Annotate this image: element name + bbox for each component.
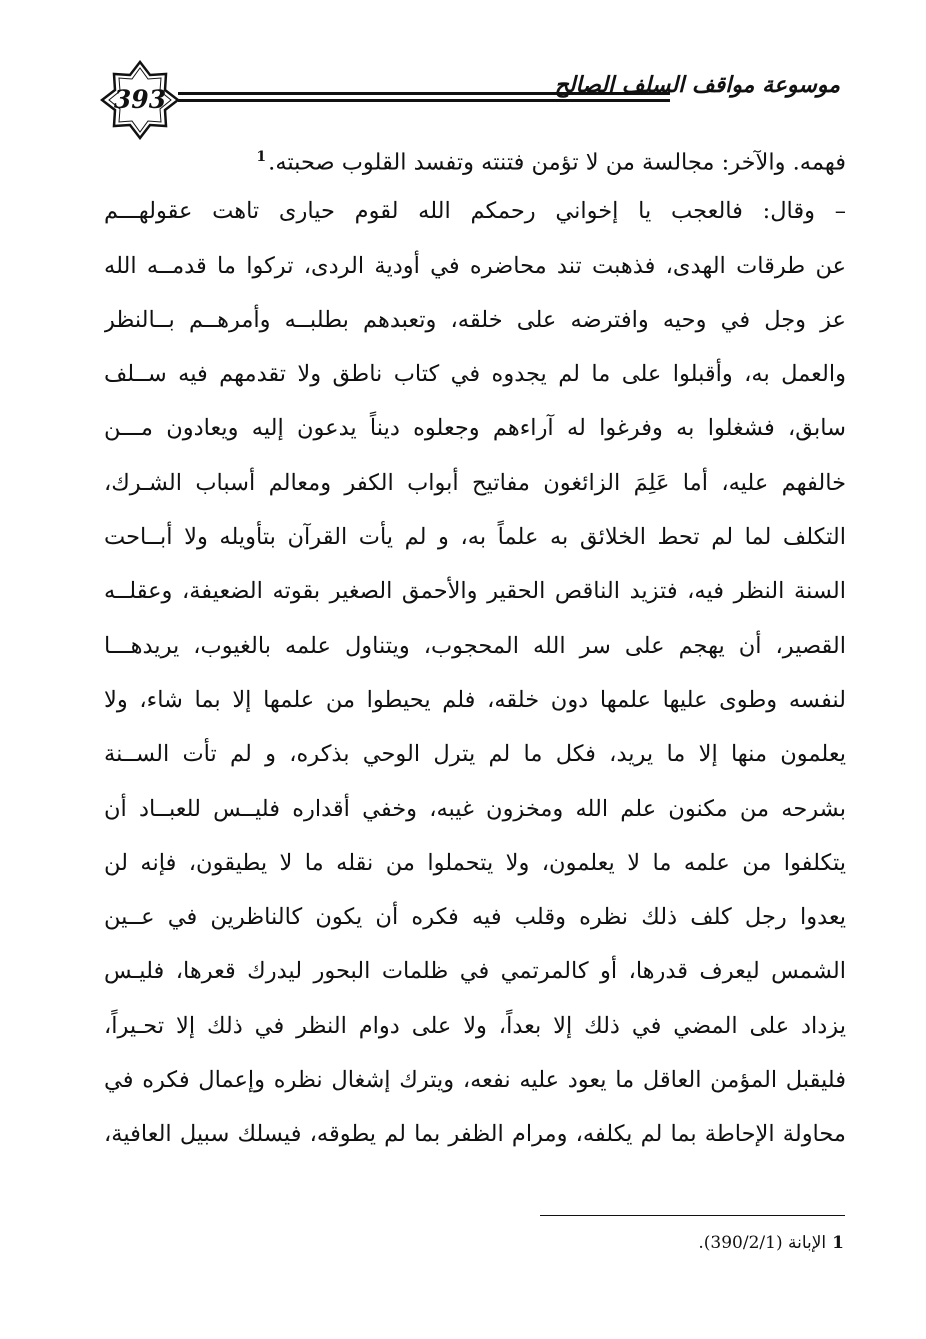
footnote-number: 1 — [832, 1233, 844, 1253]
text-line: يعلمون منها إلا ما يريد، فكل ما لم يترل الوحي بذكره، و لم تأت الســنة — [104, 741, 846, 768]
text-line — [104, 130, 846, 184]
header-rule-bottom — [178, 99, 670, 102]
footnote — [698, 1233, 844, 1253]
text-line: القصير، أن يهجم على سر الله المحجوب، ويتناول علمه بالغيوب، يريدهـــا — [104, 632, 846, 659]
footnote-marker: 1 — [256, 149, 267, 165]
page-header — [100, 58, 840, 138]
text-line: لنفسه وطوى عليها علمها دون خلقه، فلم يحيطوا من علمها إلا بما شاء، ولا — [104, 686, 846, 713]
page-number: 393 — [113, 85, 167, 114]
text-line-content: فهمه. والآخر: مجالسة من لا تؤمن فتنته وتفسد القلوب صحبته. — [268, 149, 846, 176]
text-line: – وقال: فالعجب يا إخواني رحمكم الله لقوم حيارى تاهت عقولهـــم — [104, 198, 846, 225]
text-line: فليقبل المؤمن العاقل ما يعود عليه نفعه، ويترك إشغال نظره وإعمال فكره في — [104, 1067, 846, 1094]
running-title: موسوعة مواقف السلف الصالح — [554, 72, 840, 98]
text-line: يتكلفوا من علمه ما لا يعلمون، ولا يتحملوا من نقله ما لا يطيقون، فإنه لن — [104, 849, 846, 876]
text-line: محاولة الإحاطة بما لم يكلفه، ومرام الظفر بما لم يطوقه، فيسلك سبيل العافية، — [104, 1121, 846, 1148]
body-text — [104, 130, 846, 1162]
text-line: عز وجل في وحيه وافترضه على خلقه، وتعبدهم بطلبــه وأمرهــم بــالنظر — [104, 306, 846, 333]
text-line: السنة النظر فيه، فتزيد الناقص الحقير والأحمق الصغير بقوته الضعيفة، وعقلــه — [104, 578, 846, 605]
text-line: يزداد على المضي في ذلك إلا بعداً، ولا على دوام النظر في ذلك إلا تحـيراً، — [104, 1012, 846, 1039]
page-number-badge — [100, 60, 180, 140]
text-line: الشمس ليعرف قدرها، أو كالمرتمي في ظلمات البحور ليدرك قعرها، فليـس — [104, 958, 846, 985]
footnote-separator — [540, 1215, 845, 1216]
text-line: بشرحه من مكنون علم الله ومخزون غيبه، وخفي أقداره فليــس للعبــاد أن — [104, 795, 846, 822]
text-line: عن طرقات الهدى، فذهبت تند محاضره في أودية الردى، تركوا ما قدمــه الله — [104, 252, 846, 279]
text-line: يعدوا رجل كلف ذلك نظره وقلب فيه فكره أن يكون كالناظرين في عــين — [104, 904, 846, 931]
text-line: والعمل به، وأقبلوا على ما لم يجدوه في كتاب ناطق ولا تقدمهم فيه ســلف — [104, 361, 846, 388]
text-line: سابق، فشغلوا به وفرغوا له آراءهم وجعلوه ديناً يدعون إليه ويعادون مـــن — [104, 415, 846, 442]
text-line: التكلف لما لم تحط الخلائق به علماً به، و لم يأت القرآن بتأويله ولا أبــاحت — [104, 524, 846, 551]
footnote-text: الإبانة (390/2/1). — [698, 1233, 827, 1253]
text-line: خالفهم عليه، أما عَلِمَ الزائغون مفاتيح أبواب الكفر ومعالم أسباب الشـرك، — [104, 469, 846, 496]
